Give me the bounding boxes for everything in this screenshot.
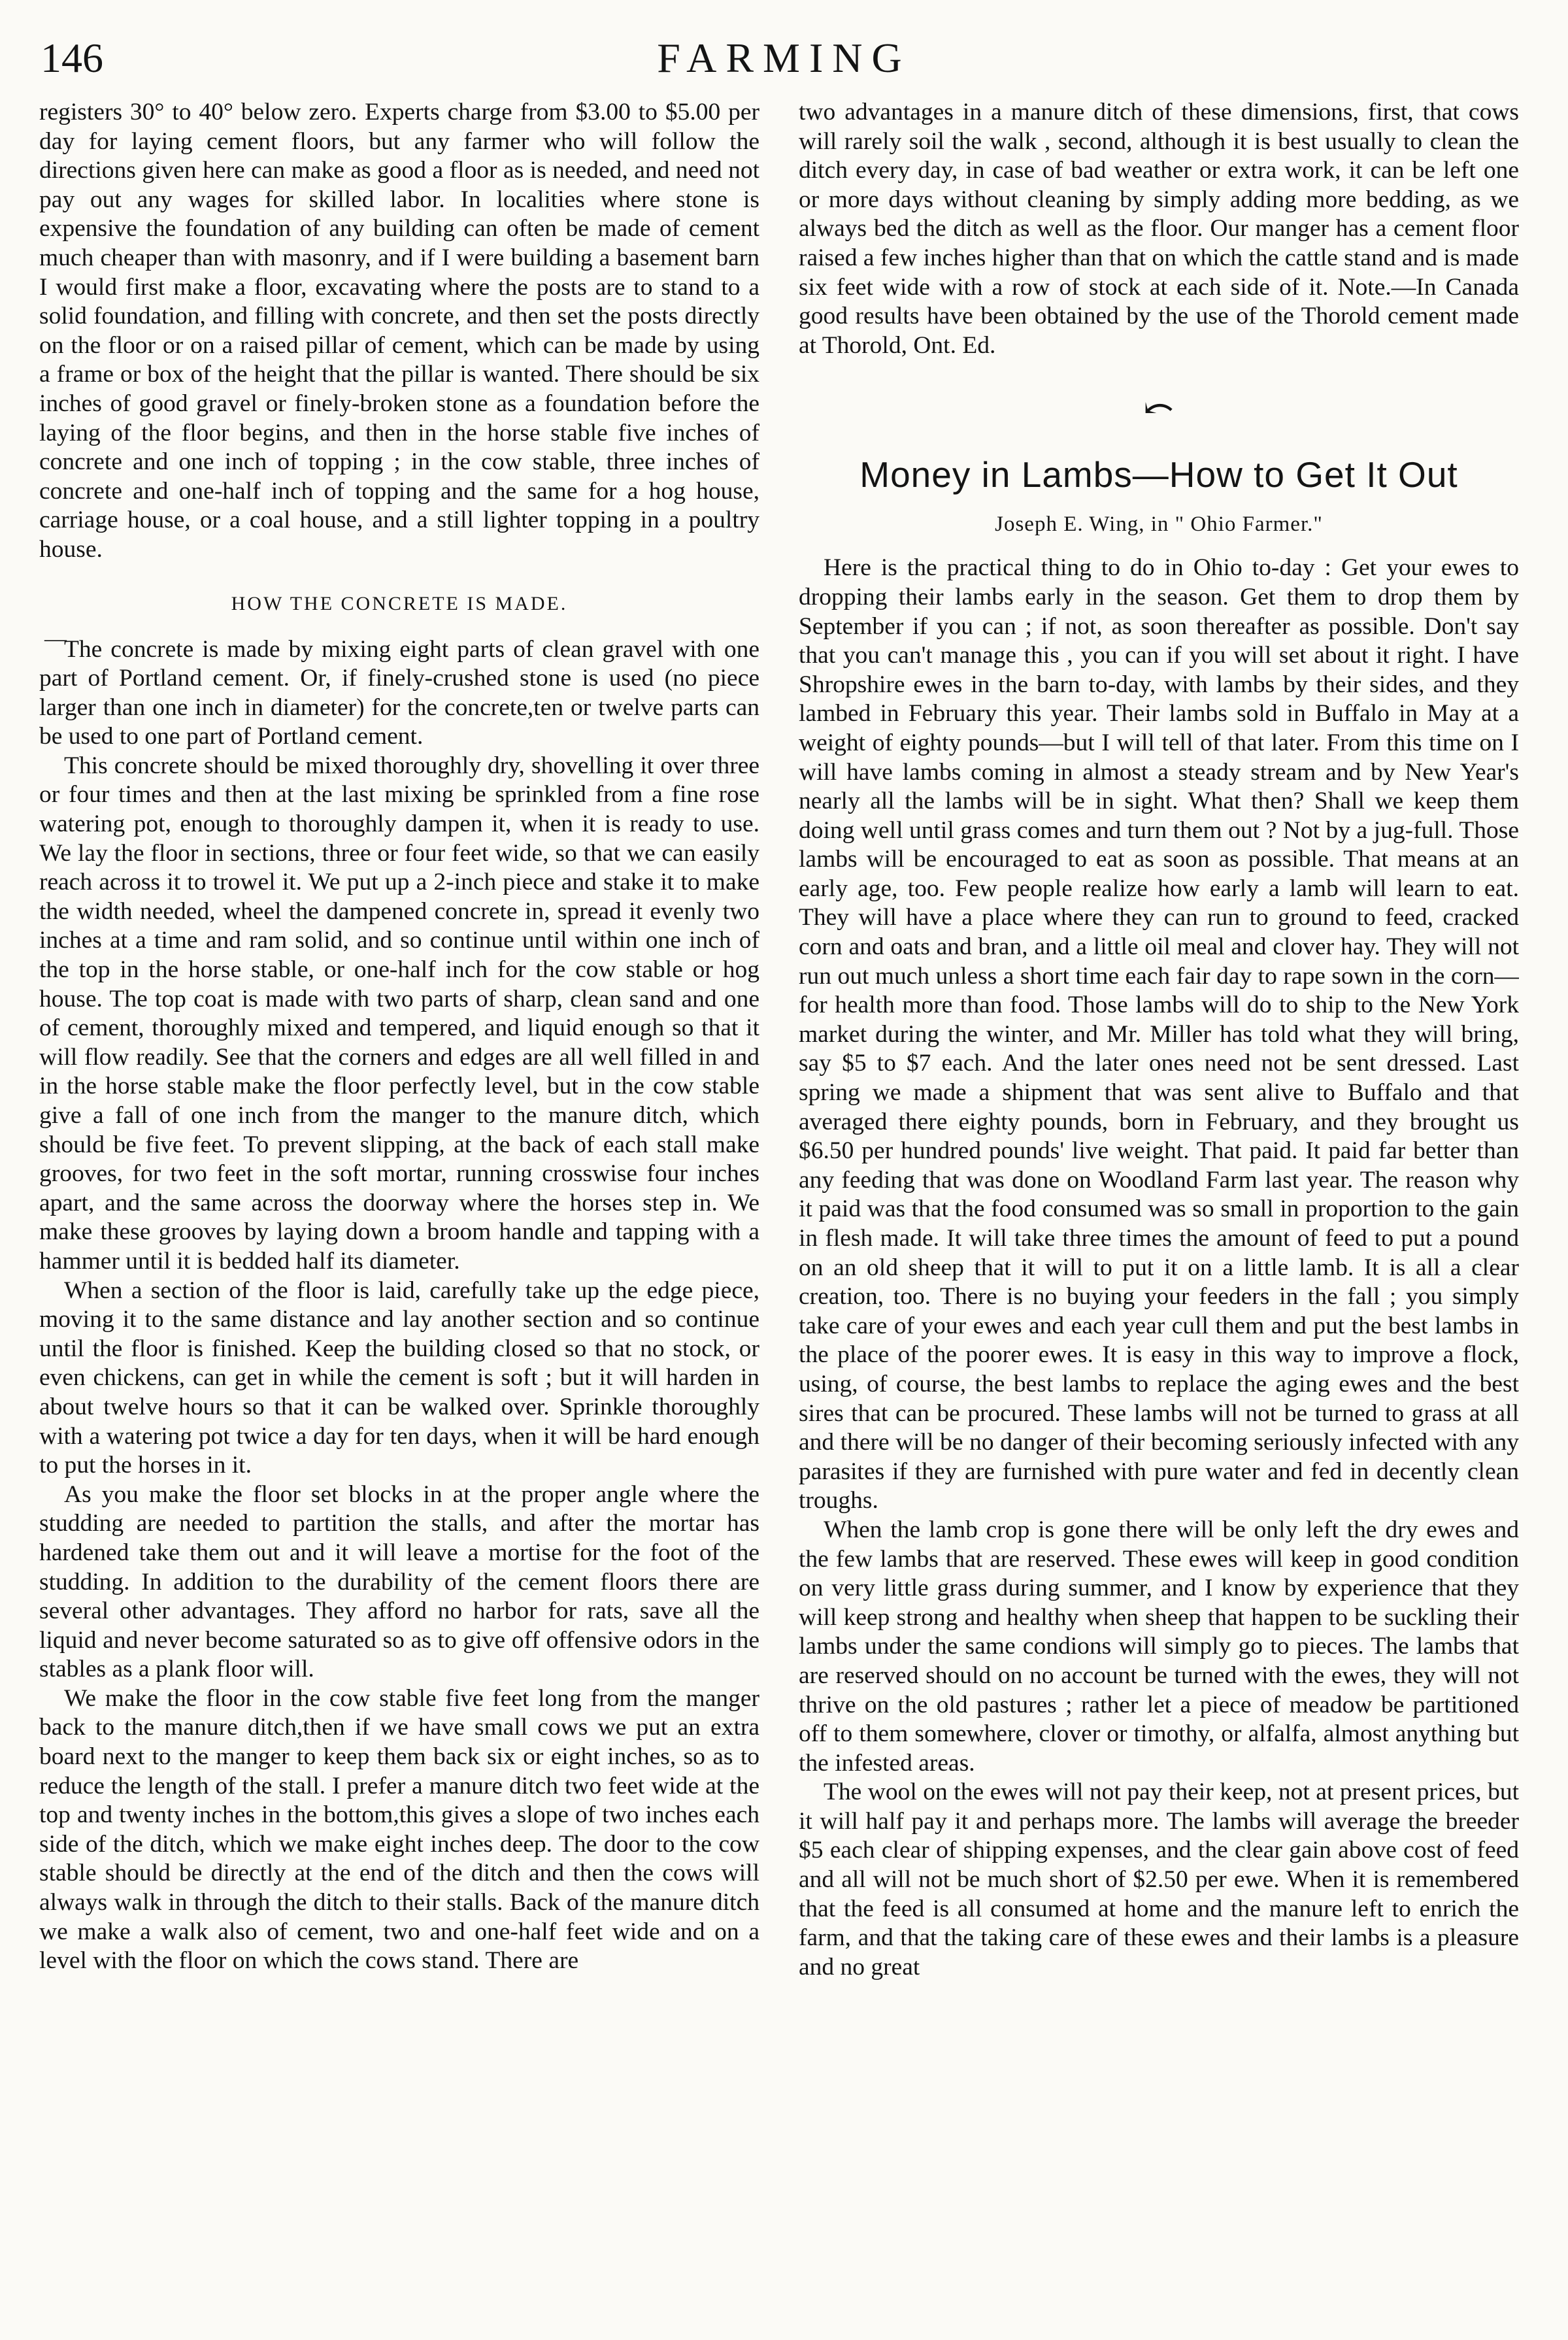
left-column <box>39 98 759 2320</box>
page-number: 146 <box>41 35 103 81</box>
paragraph: As you make the floor set blocks in at the proper angle where the studding are needed to partition the stalls, and after the mortar has hardened take them out and it will leave a mortise for the foot of the studding. In addition to the durability of the cement floors there are several other advantages. They afford no harbor for rats, save all the liquid and never become saturated so as to give off offensive odors in the stables as a plank floor will. <box>39 1480 759 1683</box>
paragraph: Here is the practical thing to do in Ohio to-day : Get your ewes to dropping their lambs early in the season. Get them to drop them by September if you can ; if not, as soon thereafter as possible. Don't say that you can't manage this , you can if you will set about it right. I have Shropshire ewes in the barn to-day, with lambs by their sides, and they lambed in February this year. Their lambs sold in Buffalo in May at a weight of eighty pounds—but I will tell of that later. From this time on I will have lambs coming in almost a steady stream and by New Year's nearly all the lambs will be in sight. What then? Shall we keep them doing well until grass comes and turn them out ? Not by a jug-full. Those lambs will be encouraged to eat as soon as possible. That means at an early age, too. Few people realize how early a lamb will learn to eat. They will have a place where they can run to ground to feed, cracked corn and oats and bran, and a little oil meal and clover hay. They will not run out much unless a short time each fair day to rape sown in the corn—for health more than food. Those lambs will do to ship to the New York market during the winter, and Mr. Miller has told what they will bring, say $5 to $7 each. And the later ones need not be sent dressed. Last spring we made a shipment that was sent alive to Buffalo and that averaged there eighty pounds, born in February, and they brought us $6.50 per hundred pounds' live weight. That paid. It paid far better than any feeding that was done on Woodland Farm last year. The reason why it paid was that the food consumed was so small in proportion to the gain in flesh made. It will take three times the amount of feed to put a pound on an old sheep that it will to put it on a little lamb. It is all a clear creation, too. There is no buying your feeders in the fall ; you simply take care of your ewes and each year cull them and put the best lambs in the place of the poorer ewes. It is easy in this way to improve a flock, using, of course, the best lambs to replace the aging ewes and the best sires that can be procured. These lambs will not be turned to grass at all and there will be no danger of their becoming seriously infected with any parasites if they are furnished with pure water and fed in decently clean troughs. <box>799 554 1519 1514</box>
paragraph: two advantages in a manure ditch of these dimensions, first, that cows will rarely soil the walk , second, although it is best usually to clean the ditch every day, in case of bad weather or extra work, it can be left one or more days without cleaning by simply adding more bedding, as we always bed the ditch as well as the floor. Our manger has a cement floor raised a few inches higher than that on which the cattle stand and is made six feet wide with a row of stock at each side of it. Note.—In Canada good results have been obtained by the use of the Thorold cement made at Thorold, Ont. Ed. <box>799 99 1519 359</box>
page-header <box>0 29 1568 88</box>
ornament-icon: ⤺ <box>1143 388 1175 429</box>
paragraph: We make the floor in the cow stable five feet long from the manger back to the manure ditch,then if we have small cows we put an extra board next to the manger to keep them back six or eight inches, so as to reduce the length of the stall. I prefer a manure ditch two feet wide at the top and twenty inches in the bottom,this gives a slope of two inches each side of the ditch, which we make eight inches deep. The door to the cow stable should be directly at the end of the ditch and then the cows will always walk in through the ditch to their stalls. Back of the manure ditch we make a walk also of cement, two and one-half feet wide and on a level with the floor on which the cows stand. There are <box>39 1684 759 1975</box>
right-column <box>799 98 1519 2320</box>
section-subheading: HOW THE CONCRETE IS MADE. <box>231 592 568 614</box>
paragraph: The concrete is made by mixing eight parts of clean gravel with one part of Portland cement. Or, if finely-crushed stone is used (no piece larger than one inch in diameter) for the concrete,ten or twelve parts can be used to one part of Portland cement. <box>39 635 759 750</box>
paragraph: When the lamb crop is gone there will be only left the dry ewes and the few lambs that are reserved. These ewes will keep in good condition on very little grass during summer, and I know by experience that they will keep strong and healthy when sheep that happen to be suckling their lambs under the same condions will simply go to pieces. The lambs that are reserved should on no account be turned with the ewes, they will not thrive on the old pastures ; rather let a piece of meadow be partitioned off to them somewhere, clover or timothy, or alfalfa, almost anything but the infested areas. <box>799 1516 1519 1777</box>
paragraph: The wool on the ewes will not pay their keep, not at present prices, but it will half pay it and perhaps more. The lambs will average the breeder $5 each clear of shipping expenses, and the clear gain above cost of feed and all will not be much short of $2.50 per ewe. When it is remembered that the feed is all consumed at home and the manure left to enrich the farm, and that the taking care of these ewes and their lambs is a pleasure and no great <box>799 1779 1519 1981</box>
paragraph: This concrete should be mixed thoroughly dry, shovelling it over three or four times and then at the last mixing be sprinkled from a fine rose watering pot, enough to thoroughly dampen it, when it is ready to use. We lay the floor in sections, three or four feet wide, so that we can easily reach across it to trowel it. We put up a 2-inch piece and stake it to make the width needed, wheel the dampened concrete in, spread it evenly two inches at a time and ram solid, and so continue until within one inch of the top in the horse stable, or one-half inch for the cow stable or hog house. The top coat is made with two parts of sharp, clean sand and one of cement, thoroughly mixed and tempered, and liquid enough so that it will flow readily. See that the corners and edges are all well filled in and in the horse stable make the floor perfectly level, but in the cow stable give a fall of one inch from the manger to the manure ditch, which should be five feet. To prevent slipping, at the back of each stall make grooves, for two feet in the soft mortar, running crosswise four inches apart, and the same across the doorway where the horses step in. We make these grooves by laying down a broom handle and tapping with a hammer until it is bedded half its diameter. <box>39 752 759 1275</box>
paragraph: registers 30° to 40° below zero. Experts charge from $3.00 to $5.00 per day for laying cement floors, but any farmer who will follow the directions given here can make as good a floor as is needed, and need not pay out any wages for skilled labor. In localities where stone is expensive the foundation of any building can often be made of cement much cheaper than with masonry, and if I were building a basement barn I would first make a floor, excavating where the posts are to stand to a solid foundation, and filling with concrete, and then set the posts directly on the floor or on a raised pillar of cement, which can be made by using a frame or box of the height that the pillar is wanted. There should be six inches of good gravel or finely-broken stone as a foundation before the laying of the floor begins, and then in the horse stable five inches of concrete and one inch of topping ; in the cow stable, three inches of concrete and one-half inch of topping and the same for a hog house, carriage house, or a coal house, and a still lighter topping in a poultry house. <box>39 99 759 563</box>
dash-mark: — <box>44 626 67 651</box>
article-title: Money in Lambs—How to Get It Out <box>859 454 1458 495</box>
paragraph: When a section of the floor is laid, carefully take up the edge piece, moving it to the same distance and lay another section and so continue until the floor is finished. Keep the building closed so that no stock, or even chickens, can get in while the cement is soft ; but it will harden in about twelve hours so that it can be walked over. Sprinkle thoroughly with a watering pot twice a day for ten days, when it will be hard enough to put the horses in it. <box>39 1277 759 1479</box>
running-title: FARMING <box>657 35 911 81</box>
article-byline: Joseph E. Wing, in " Ohio Farmer." <box>995 512 1323 537</box>
